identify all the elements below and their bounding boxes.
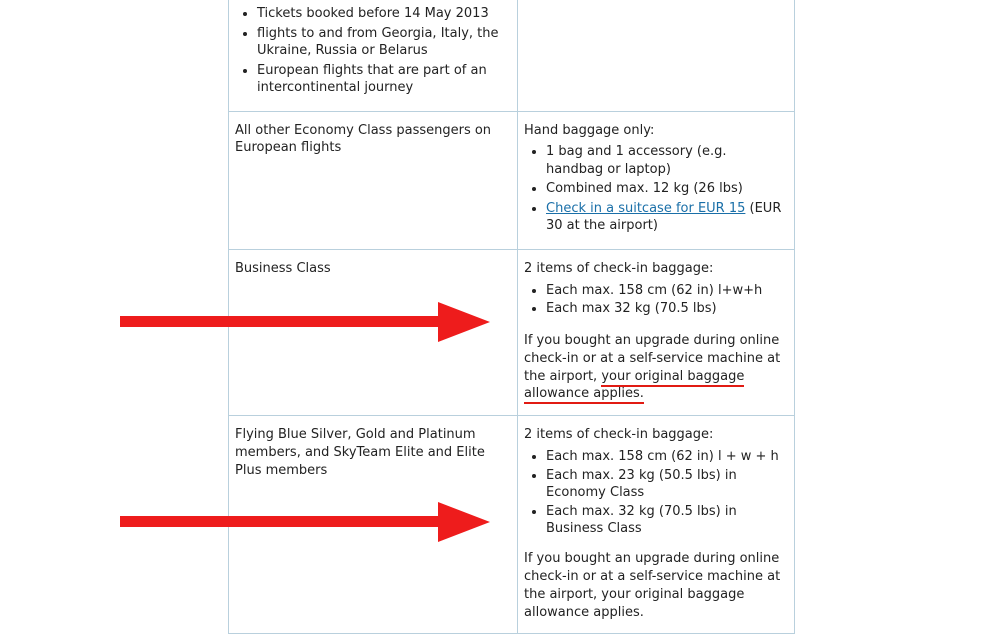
table-row [229,111,795,249]
list-item: • Tickets booked before 14 May 2013 [257,5,505,23]
passenger-type-label: All other Economy Class passengers on European flights [235,122,492,156]
table-cell-passenger-type [229,250,518,416]
allowance-list [524,282,782,318]
allowance-list [524,143,782,235]
list-item: • Each max. 158 cm (62 in) l + w + h [546,448,782,466]
table-row [229,416,795,634]
table-cell-conditions [229,0,518,111]
check-in-suitcase-link[interactable]: Check in a suitcase for EUR 15 [546,200,746,216]
passenger-type-label: Flying Blue Silver, Gold and Platinum members, and SkyTeam Elite and Elite Plus members [235,427,485,478]
list-item: • Each max. 32 kg (70.5 lbs) in Business Class [546,503,782,538]
baggage-allowance-table [228,0,795,634]
upgrade-note: If you bought an upgrade during online check-in or at a self-service machine at the airport, your original baggage allowance applies. [524,550,781,620]
list-item: • Combined max. 12 kg (26 lbs) [546,180,782,198]
table-cell-passenger-type [229,111,518,249]
list-item: • Each max. 23 kg (50.5 lbs) in Economy Class [546,467,782,502]
allowance-list [524,448,782,538]
table-row [229,250,795,416]
conditions-list [235,5,505,97]
table-cell-passenger-type [229,416,518,634]
link-suffix-text: (EUR 30 at the airport) [546,200,782,234]
upgrade-note-text: If you bought an upgrade during online check-in or at a self-service machine at the airport, [524,332,781,384]
passenger-type-label: Business Class [235,261,331,277]
list-item: • 1 bag and 1 accessory (e.g. handbag or laptop) [546,143,782,178]
list-item: • flights to and from Georgia, Italy, the Ukraine, Russia or Belarus [257,25,505,60]
list-item: • European flights that are part of an intercontinental journey [257,62,505,97]
list-item [546,200,782,235]
table-cell-allowance [518,0,795,111]
table-row [229,0,795,111]
table-cell-allowance [518,416,795,634]
list-item: • Each max 32 kg (70.5 lbs) [546,300,782,318]
upgrade-note [524,332,782,404]
list-item: • Each max. 158 cm (62 in) l+w+h [546,282,782,300]
table-cell-allowance [518,250,795,416]
allowance-heading: Hand baggage only: [524,122,655,138]
upgrade-note-highlight: your original baggage allowance applies. [524,369,744,405]
table-cell-allowance [518,111,795,249]
allowance-heading: 2 items of check-in baggage: [524,427,714,443]
allowance-heading: 2 items of check-in baggage: [524,261,714,277]
